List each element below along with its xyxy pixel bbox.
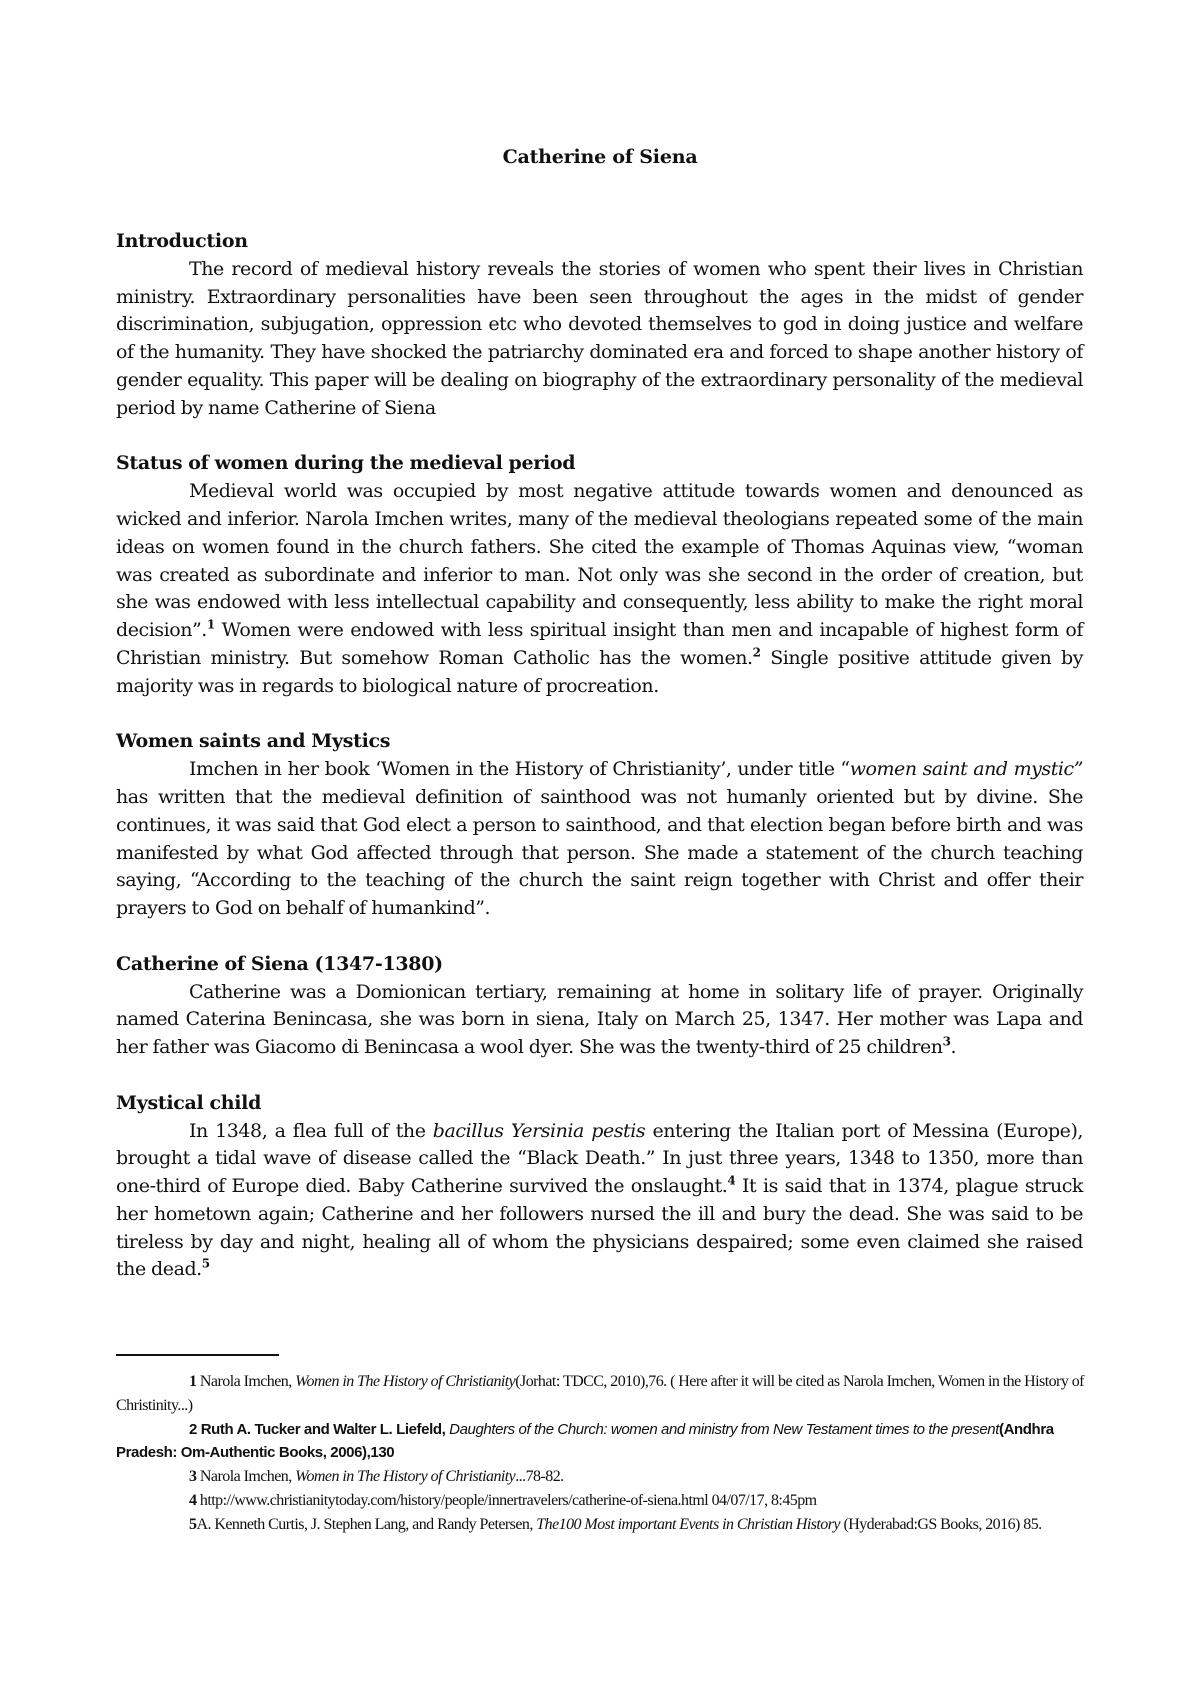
footnote-text: (Andhra Pradesh: Om-Authentic Books, 2006),130 — [116, 1420, 1054, 1462]
section-heading: Women saints and Mystics — [116, 730, 391, 753]
paragraph — [116, 478, 1083, 700]
italic-phrase: women saint and mystic” — [849, 758, 1083, 781]
paragraph-text: Women were endowed with less spiritual insight than men and incapable of highest form of Christian ministry. But somehow Roman Catholic has the women. — [116, 619, 1083, 669]
footnote-title: The100 Most important Events in Christian History — [536, 1515, 840, 1533]
section-status-of-women — [116, 450, 1083, 700]
footnote-number: 3 — [189, 1468, 197, 1486]
document-body — [116, 228, 1083, 1284]
footnote-title: Women in The History of Christianity — [295, 1468, 516, 1486]
footnote-ref-2: 2 — [752, 645, 761, 660]
page-title: Catherine of Siena — [502, 146, 698, 168]
footnote-text: Narola Imchen, — [196, 1373, 296, 1390]
footnote-text: http://www.christianitytoday.com/history/people/innertravelers/catherine-of-siena.html 04/07/17, 8:45pm — [196, 1491, 817, 1509]
paragraph-text: Catherine was a Domionican tertiary, remaining at home in solitary life of prayer. Originally named Caterina Benincasa, she was born in siena, Italy on March 25, 1347. Her mother was Lapa and her father was Giacomo di Benincasa a wool dyer. She was the twenty-third of 25 children — [116, 980, 1083, 1059]
paragraph-text: entering the Italian port of Messina (Europe), brought a tidal wave of disease called the “Black Death.” In just three years, 1348 to 1350, more than one-third of Europe died. Baby Catherine survived the onslaught. — [116, 1119, 1083, 1198]
footnote-3 — [116, 1465, 1096, 1489]
paragraph-text: has written that the medieval definition of sainthood was not humanly oriented but by divine. She continues, it was said that God elect a person to sainthood, and that election began before birth and was manifested by what God affected through that person. She made a statement of the church teaching saying, “According to the teaching of the church the saint reign together with Christ and offer their prayers to God on behalf of humankind”. — [116, 785, 1083, 920]
paragraph — [116, 1118, 1083, 1285]
paragraph — [116, 979, 1083, 1062]
footnote-number: 2 — [189, 1420, 197, 1438]
paragraph-text: . — [950, 1036, 957, 1059]
paragraph — [116, 256, 1083, 423]
paragraph-text: In 1348, a flea full of the — [189, 1119, 433, 1142]
section-catherine — [116, 951, 1083, 1062]
section-heading: Status of women during the medieval period — [116, 452, 576, 475]
footnote-ref-4: 4 — [727, 1173, 736, 1188]
footnote-number: 5 — [189, 1515, 197, 1533]
footnote-4 — [116, 1489, 1096, 1513]
footnote-title: Women in The History of Christianity — [295, 1373, 516, 1390]
footnote-ref-1: 1 — [206, 617, 215, 632]
section-heading: Catherine of Siena (1347-1380) — [116, 952, 443, 975]
footnote-ref-5: 5 — [201, 1257, 210, 1272]
footnote-number: 1 — [189, 1373, 197, 1390]
paragraph-text: Medieval world was occupied by most negative attitude towards women and denounced as wicked and inferior. Narola Imchen writes, many of the medieval theologians repeated some of the main ideas on women found in the church fathers. She cited the example of Thomas Aquinas view, “woman was created as subordinate and inferior to man. Not only was she second in the order of creation, but she was endowed with less intellectual capability and consequently, less ability to make the right moral decision”. — [116, 480, 1083, 642]
footnote-title: Daughters of the Church: women and ministry from New Testament times to the present — [449, 1420, 999, 1438]
footnote-separator — [116, 1354, 279, 1356]
footnote-text: Narola Imchen, — [196, 1468, 296, 1486]
footnote-2 — [116, 1418, 1096, 1466]
section-women-saints — [116, 728, 1083, 923]
footnote-ref-3: 3 — [942, 1034, 951, 1049]
section-heading: Mystical child — [116, 1091, 262, 1114]
paragraph-text: The record of medieval history reveals the stories of women who spent their lives in Christian ministry. Extraordinary personalities have been seen throughout the ages in the midst of gender discrimination, subjugation, oppression etc who devoted themselves to god in doing justice and welfare of the humanity. They have shocked the patriarchy dominated era and forced to shape another history of gender equality. This paper will be dealing on biography of the extraordinary personality of the medieval period by name Catherine of Siena — [116, 257, 1083, 419]
footnote-1 — [116, 1370, 1096, 1418]
footnote-text: (Hyderabad:GS Books, 2016) 85. — [840, 1515, 1042, 1533]
footnote-text: Ruth A. Tucker and Walter L. Liefeld, — [196, 1420, 450, 1438]
footnote-text: A. Kenneth Curtis, J. Stephen Lang, and Randy Petersen, — [196, 1515, 537, 1533]
footnote-text: ...78-82. — [515, 1468, 564, 1486]
paragraph-text: It is said that in 1374, plague struck her hometown again; Catherine and her followers nursed the ill and bury the dead. She was said to be tireless by day and night, healing all of whom the physicians despaired; some even claimed she raised the dead. — [116, 1175, 1083, 1281]
footnote-5 — [116, 1513, 1096, 1537]
section-heading: Introduction — [116, 230, 248, 252]
footnotes — [116, 1354, 1096, 1537]
footnote-number: 4 — [189, 1491, 197, 1509]
section-introduction — [116, 228, 1083, 423]
paragraph-text: Imchen in her book ‘Women in the History of Christianity’, under title “ — [189, 758, 850, 781]
paragraph — [116, 756, 1083, 923]
paragraph-text: Single positive attitude given by majority was in regards to biological nature of procreation. — [116, 646, 1083, 697]
italic-phrase: bacillus Yersinia pestis — [432, 1119, 646, 1142]
section-mystical-child — [116, 1090, 1083, 1285]
footnote-text: (Jorhat: TDCC, 2010),76. ( Here after it will be cited as Narola Imchen, Women in the History of Christinity...) — [116, 1373, 1084, 1414]
